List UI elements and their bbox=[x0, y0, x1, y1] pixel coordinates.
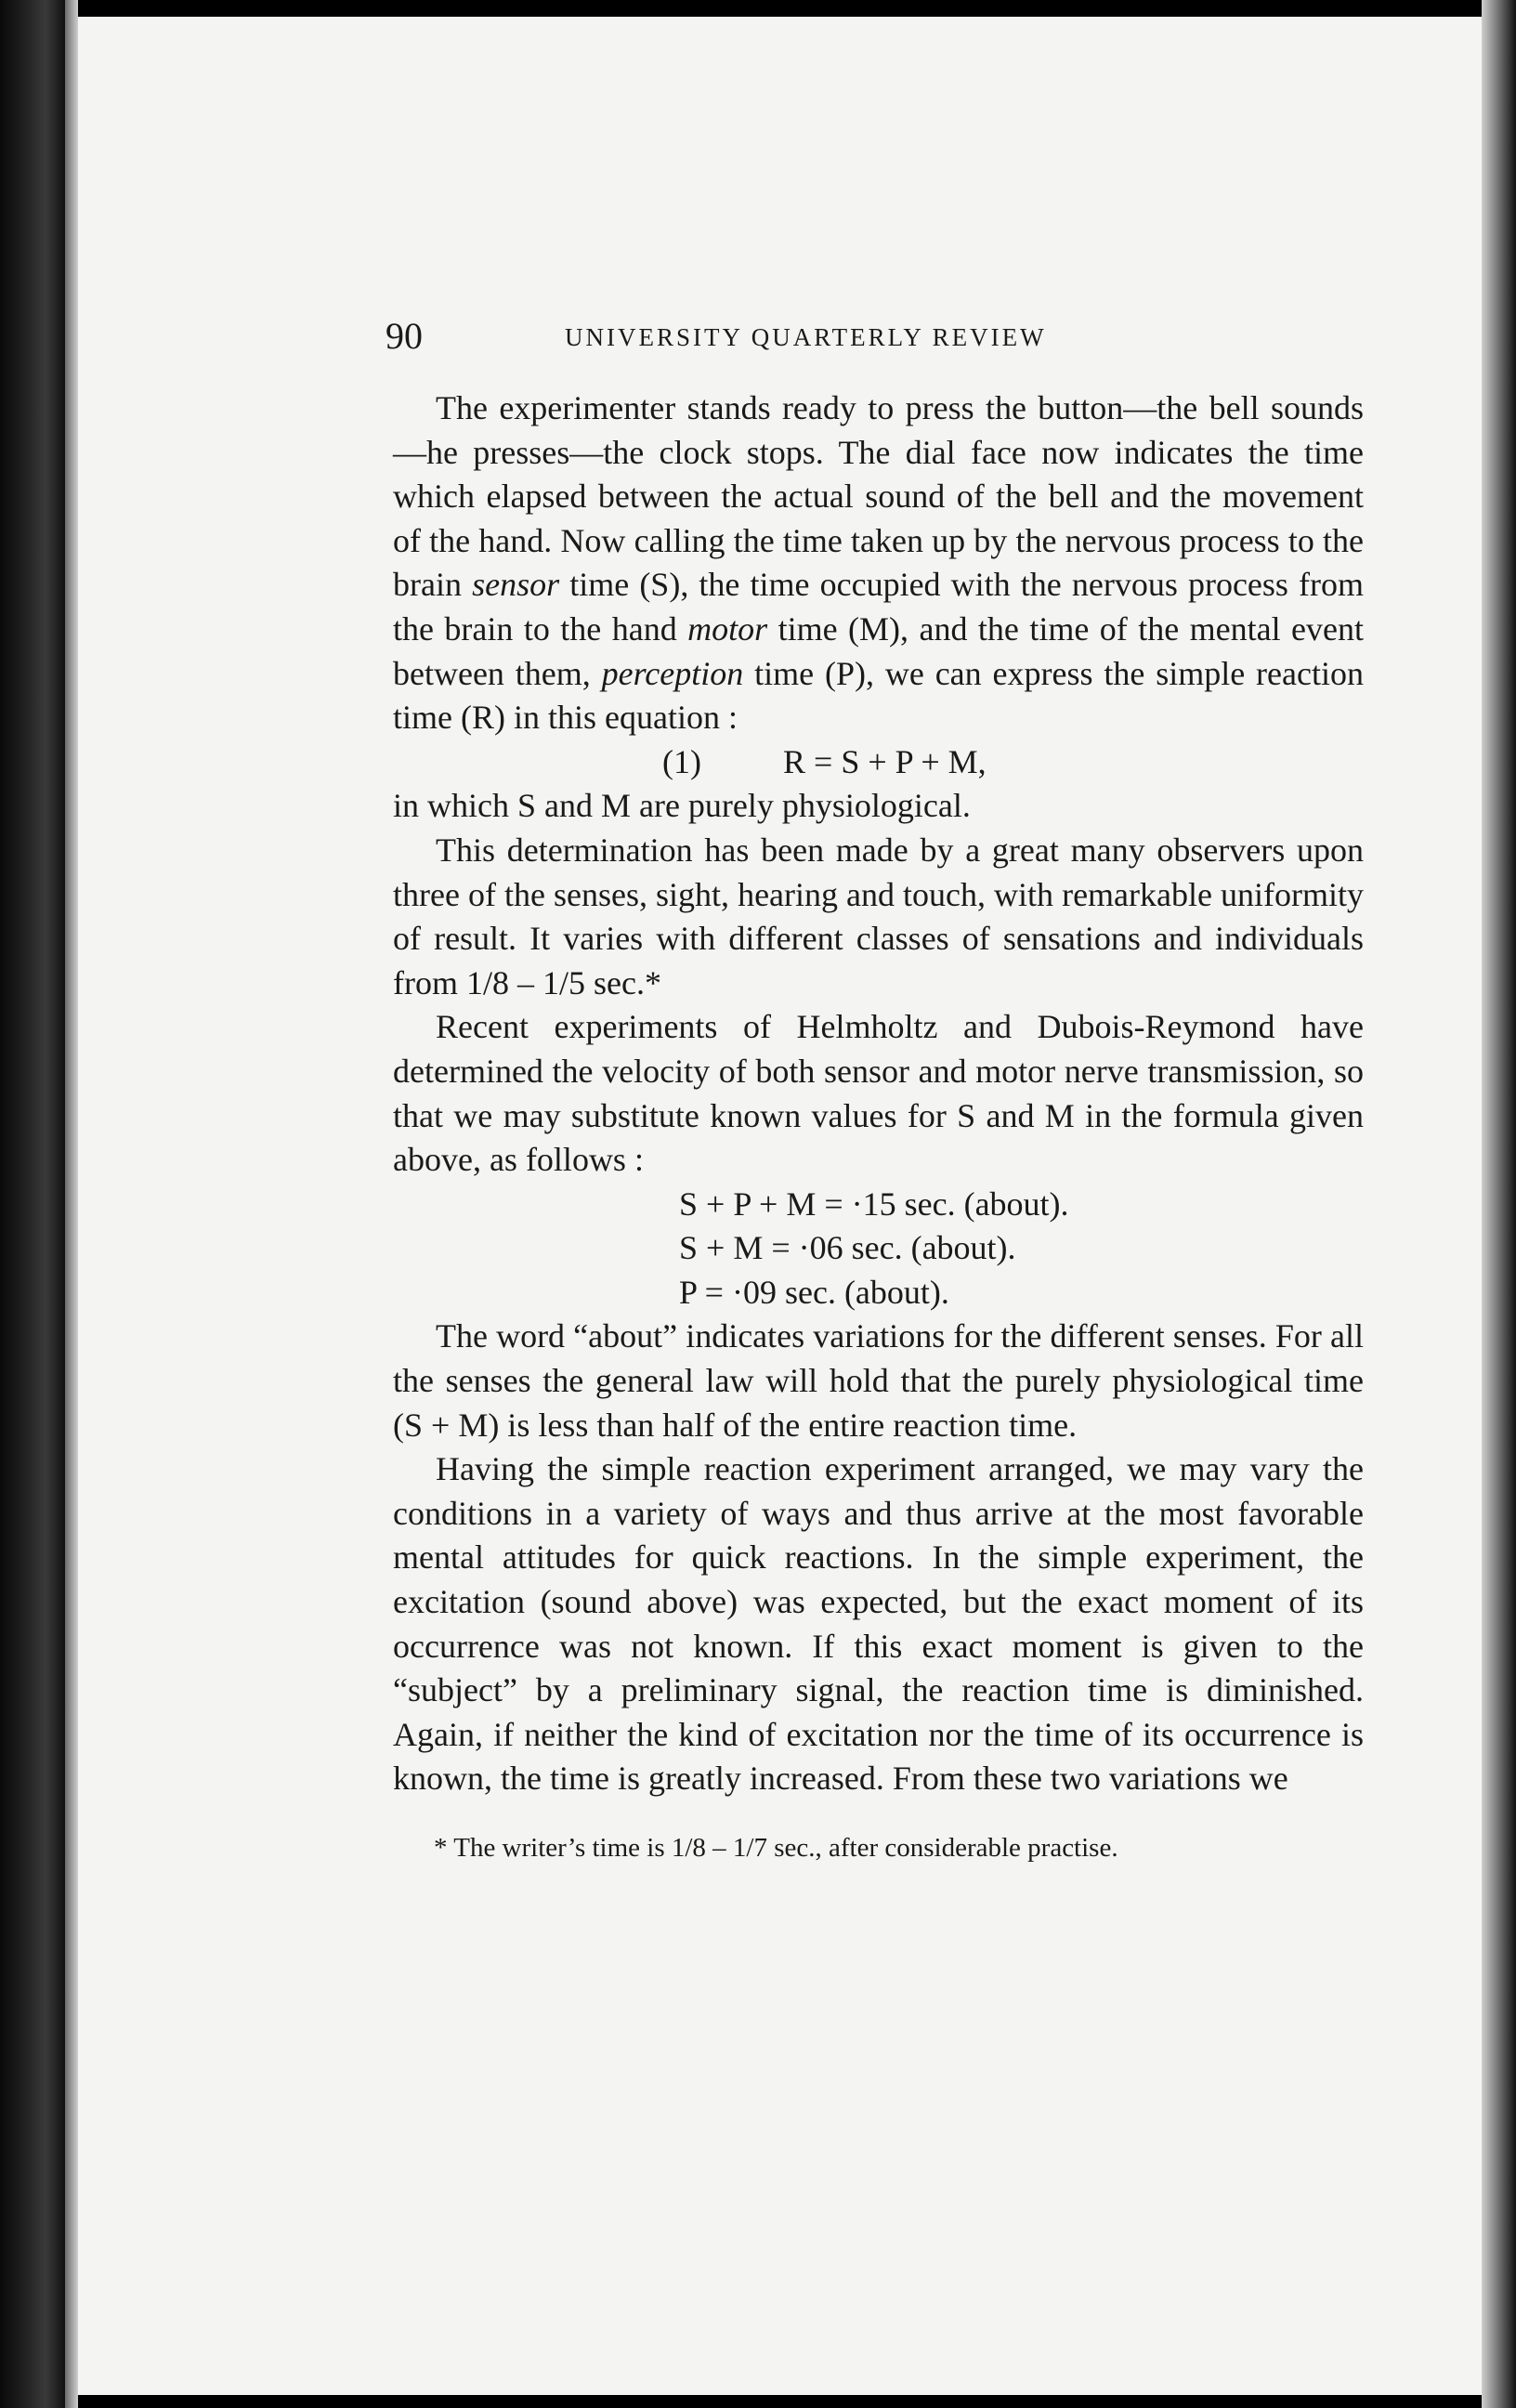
page-number: 90 bbox=[386, 315, 423, 357]
term-motor: motor bbox=[687, 609, 768, 648]
paragraph-1-text-a: The experimenter stands ready to press the button—the bell sounds—he presses—the clock stops. The dial face now indicates the time which elapsed between the actual sound of the bell and the movement of the hand. Now calling the time taken up by the nervous process to the brain bbox=[393, 389, 1364, 604]
paragraph-1 bbox=[393, 386, 1364, 740]
equation-1 bbox=[393, 740, 1364, 785]
paragraph-2: This determination has been made by a great many observers upon three of the senses, sight, hearing and touch, with remarkable uniformity of result. It varies with different classes of sensations and individuals from 1/8 – 1/5 sec.* bbox=[393, 831, 1364, 1001]
paragraph-5: Having the simple reaction experiment arranged, we may vary the conditions in a variety of ways and thus arrive at the most favorable mental attitudes for quick reactions. In the simple experiment, the excitation (sound above) was expected, but the exact moment of its occurrence was not known. If this exact moment is given to the “subject” by a preliminary signal, the reaction time is diminished. Again, if neither the kind of excitation nor the time of its occurrence is known, the time is greatly increased. From these two variations we bbox=[393, 1450, 1364, 1798]
paragraph-1-text-b: time (S), the time occupied with the nervous process from the brain to the hand bbox=[393, 566, 1365, 648]
equation-1-number: (1) bbox=[662, 742, 701, 780]
equation-group bbox=[393, 1183, 1364, 1315]
equation-line: P = ·09 sec. (about). bbox=[679, 1273, 949, 1311]
running-head: UNIVERSITY QUARTERLY REVIEW bbox=[565, 323, 1047, 351]
paragraph-1-text-d: time (P), we can express the simple reaction time (R) in this equation : bbox=[393, 654, 1364, 737]
book-binding bbox=[0, 0, 65, 2408]
paragraph-1-continuation: in which S and M are purely physiological. bbox=[393, 787, 971, 825]
equation-1-formula: R = S + P + M, bbox=[783, 742, 987, 780]
equation-line: S + M = ·06 sec. (about). bbox=[679, 1229, 1016, 1267]
paragraph-3: Recent experiments of Helmholtz and Dubois-Reymond have determined the velocity of both sensor and motor nerve transmission, so that we may substitute known values for S and M in the formula given above, as follows : bbox=[393, 1008, 1364, 1179]
equation-line: S + P + M = ·15 sec. (about). bbox=[679, 1184, 1069, 1223]
text-block bbox=[386, 303, 1365, 1866]
term-perception: perception bbox=[601, 654, 744, 692]
page-header bbox=[386, 303, 1364, 359]
footnote: * The writer’s time is 1/8 – 1/7 sec., after considerable practise. bbox=[434, 1833, 1118, 1863]
paragraph-1-text-c: time (M), and the time of the mental event between them, bbox=[393, 609, 1364, 692]
page-edge-left bbox=[65, 0, 78, 2408]
page-edge-right bbox=[1482, 0, 1516, 2408]
paragraph-4: The word “about” indicates variations for the different senses. For all the senses the general law will hold that the purely physiological time (S + M) is less than half of the entire reaction time. bbox=[393, 1317, 1364, 1444]
term-sensor: sensor bbox=[472, 566, 560, 604]
